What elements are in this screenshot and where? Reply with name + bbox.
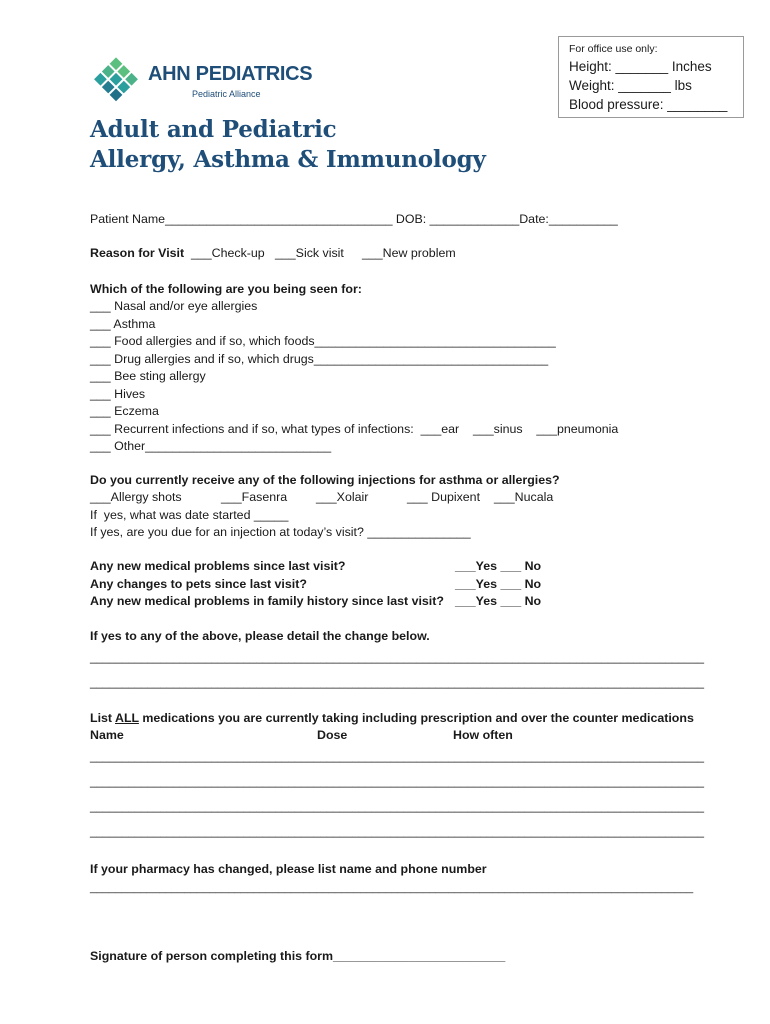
- seen-for-item[interactable]: ___ Bee sting allergy: [90, 369, 206, 383]
- seen-for-item[interactable]: ___ Other___________________________: [90, 439, 332, 453]
- sick-visit-option[interactable]: ___Sick visit: [275, 246, 344, 260]
- seen-for-item[interactable]: ___ Food allergies and if so, which foods___________________________________: [90, 334, 556, 348]
- medication-line[interactable]: ________________________________________________________________________________________________: [90, 751, 704, 763]
- detail-line[interactable]: ________________________________________________________________________________________________: [90, 652, 704, 664]
- fasenra-option[interactable]: ___Fasenra: [221, 490, 288, 504]
- seen-for-item[interactable]: ___ Drug allergies and if so, which drugs__________________________________: [90, 351, 549, 366]
- office-use-label: For office use only:: [569, 43, 658, 55]
- office-use-box: [558, 36, 744, 118]
- medication-line[interactable]: ________________________________________________________________________________________________: [90, 826, 704, 838]
- medications-heading: List ALL medications you are currently taking including prescription and over the counter medications: [90, 711, 694, 725]
- patient-info-line[interactable]: Patient Name_________________________________ DOB: _____________Date:__________: [90, 212, 618, 226]
- height-field[interactable]: Height: _______ Inches: [569, 59, 712, 74]
- seen-for-item[interactable]: ___ Hives: [90, 386, 146, 401]
- page-title-line2: Allergy, Asthma & Immunology: [90, 146, 486, 173]
- weight-field[interactable]: Weight: _______ lbs: [569, 78, 692, 93]
- question-pets: Any changes to pets since last visit?: [90, 576, 307, 591]
- question-family-history: Any new medical problems in family history since last visit?: [90, 594, 444, 608]
- new-problem-option[interactable]: ___New problem: [362, 246, 456, 260]
- reason-label: Reason for Visit: [90, 246, 185, 260]
- signature-line[interactable]: _________________________: [333, 949, 506, 963]
- page-title-line1: Adult and Pediatric: [90, 116, 337, 143]
- detail-line[interactable]: ________________________________________________________________________________________________: [90, 677, 704, 689]
- yes-no-family-history[interactable]: ___Yes ___ No: [455, 594, 542, 608]
- detail-change-heading: If yes to any of the above, please detail the change below.: [90, 629, 430, 643]
- seen-for-heading: Which of the following are you being seen for:: [90, 282, 362, 296]
- seen-for-item[interactable]: ___ Eczema: [90, 404, 159, 418]
- pharmacy-heading: If your pharmacy has changed, please list name and phone number: [90, 862, 487, 876]
- medication-line[interactable]: ________________________________________________________________________________________________: [90, 776, 704, 788]
- injections-heading: Do you currently receive any of the following injections for asthma or allergies?: [90, 473, 560, 487]
- blood-pressure-field[interactable]: Blood pressure: ________: [569, 97, 728, 112]
- pharmacy-line[interactable]: ________________________________________________________________________________________________: [90, 882, 694, 894]
- injection-due-line[interactable]: If yes, are you due for an injection at today’s visit? _______________: [90, 525, 471, 539]
- column-name: Name: [90, 728, 124, 742]
- date-started-line[interactable]: If yes, what was date started _____: [90, 507, 289, 522]
- yes-no-new-problems[interactable]: ___Yes ___ No: [455, 559, 542, 573]
- nucala-option[interactable]: ___Nucala: [494, 490, 554, 504]
- signature-label: Signature of person completing this form_________________________: [90, 949, 506, 963]
- dupixent-option[interactable]: ___ Dupixent: [407, 490, 481, 504]
- question-new-problems: Any new medical problems since last visit?: [90, 559, 346, 573]
- medication-line[interactable]: ________________________________________________________________________________________________: [90, 801, 704, 813]
- diamond-logo-icon: [92, 56, 144, 106]
- logo-subtitle: Pediatric Alliance: [192, 89, 261, 99]
- checkup-option[interactable]: ___Check-up: [191, 246, 265, 260]
- xolair-option[interactable]: ___Xolair: [316, 490, 369, 504]
- allergy-shots-option[interactable]: ___Allergy shots: [90, 490, 182, 504]
- seen-for-item[interactable]: ___ Nasal and/or eye allergies: [90, 299, 258, 313]
- column-dose: Dose: [317, 728, 348, 742]
- ahn-logo: [92, 56, 322, 106]
- seen-for-item[interactable]: ___ Recurrent infections and if so, what types of infections: ___ear ___sinus ___pneumonia: [90, 421, 619, 436]
- column-how-often: How often: [453, 728, 513, 742]
- yes-no-pets[interactable]: ___Yes ___ No: [455, 576, 542, 591]
- logo-name: AHN PEDIATRICS: [148, 63, 313, 85]
- seen-for-item[interactable]: ___ Asthma: [90, 316, 156, 331]
